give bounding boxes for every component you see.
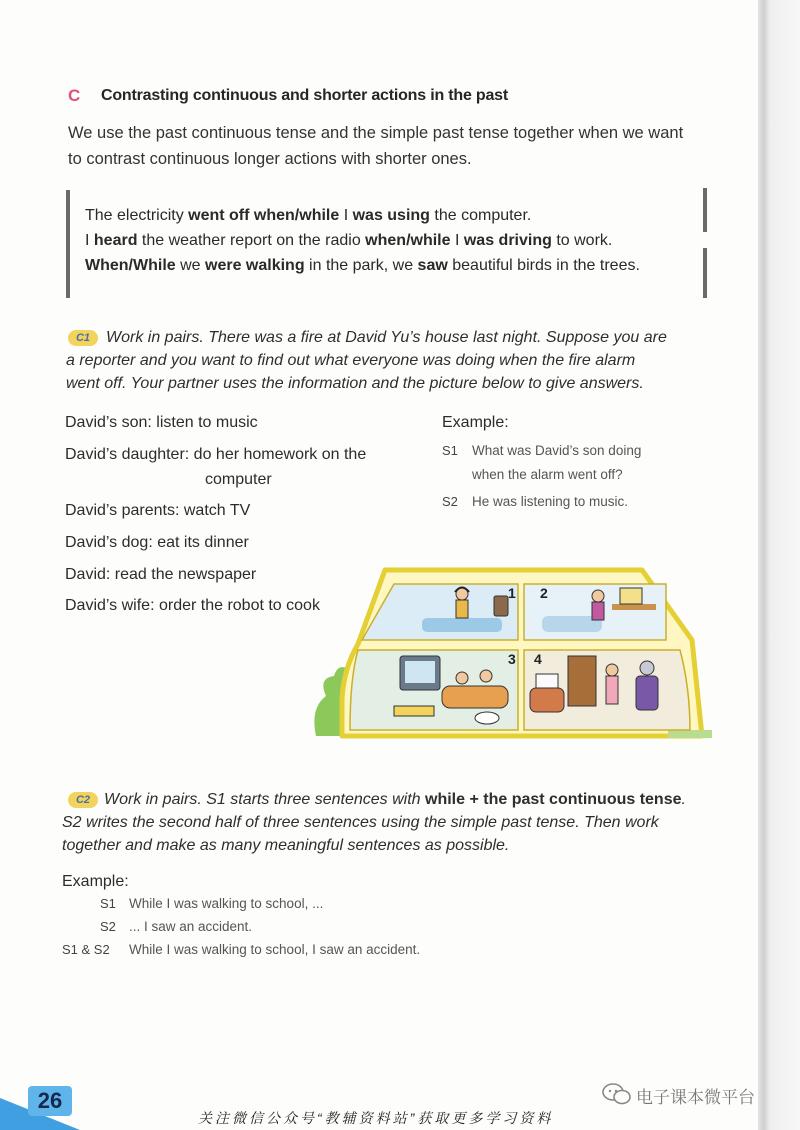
box-right-bar — [703, 188, 707, 232]
text-segment: Work in pairs. There was a fire at David Yu’s house last night. Suppose you are — [106, 329, 667, 346]
speaker-label: S2 — [442, 494, 458, 509]
text-segment: I — [339, 207, 353, 224]
text-segment: The electricity — [85, 207, 189, 224]
parent-figure — [480, 670, 492, 682]
info-item: David’s son: listen to music — [65, 414, 258, 431]
daughter-body — [592, 602, 604, 620]
c2-instruction-line — [62, 813, 659, 833]
room-number: 2 — [540, 585, 548, 601]
bold-phrase: saw — [417, 257, 448, 274]
sofa — [442, 686, 508, 708]
box-left-bar — [66, 190, 70, 298]
bed — [422, 618, 502, 632]
tv-screen — [405, 661, 435, 683]
text-segment: I — [450, 232, 464, 249]
room-number: 1 — [508, 585, 516, 601]
example-line: While I was walking to school, ... — [129, 896, 324, 911]
info-item: David’s dog: eat its dinner — [65, 534, 249, 551]
c1-instruction-line — [66, 374, 644, 394]
text-segment: in the park, we — [304, 257, 418, 274]
page-gutter — [758, 0, 800, 1130]
computer-icon — [620, 588, 642, 604]
text-segment: the weather report on the radio — [137, 232, 366, 249]
bold-phrase: when/while — [365, 232, 451, 249]
watermark-text: 电子课本微平台 — [636, 1088, 755, 1107]
section-title: Contrasting continuous and shorter actions in the past — [101, 87, 509, 104]
desk — [612, 604, 656, 610]
text-segment: we — [175, 257, 205, 274]
info-item-continuation: computer — [205, 471, 272, 488]
bookshelf — [568, 656, 596, 706]
bold-phrase: was driving — [463, 232, 552, 249]
speaker-label: S1 — [442, 443, 458, 458]
example-line: What was David’s son doing — [472, 443, 642, 458]
bold-phrase: while + the past continuous tense — [425, 791, 682, 808]
son-body — [456, 600, 468, 618]
example-line: when the alarm went off? — [472, 467, 623, 482]
armchair — [530, 688, 564, 712]
daughter-figure — [592, 590, 604, 602]
intro-line: to contrast continuous longer actions with shorter ones. — [68, 150, 472, 168]
info-item: David’s wife: order the robot to cook — [65, 597, 320, 614]
text-segment: Work in pairs. S1 starts three sentences with — [104, 791, 426, 808]
text-segment: to work. — [551, 232, 613, 249]
grammar-example-sentence — [85, 206, 531, 226]
grammar-example-sentence — [85, 256, 640, 276]
info-item: David’s parents: watch TV — [65, 502, 251, 519]
bold-phrase: was using — [352, 207, 430, 224]
text-segment: a reporter and you want to find out what everyone was doing when the fire alarm — [66, 352, 636, 369]
c1-example-heading: Example: — [442, 414, 509, 431]
example-line: While I was walking to school, I saw an accident. — [129, 942, 421, 957]
room-number: 3 — [508, 651, 516, 667]
speaker-icon — [494, 596, 508, 616]
bold-phrase: went off when/while — [188, 207, 340, 224]
c1-badge: C1 — [68, 330, 98, 346]
wife-body — [606, 676, 618, 704]
example-line: He was listening to music. — [472, 494, 629, 509]
speaker-label: S2 — [100, 919, 116, 934]
c2-instruction-line — [104, 790, 686, 810]
speaker-label: S1 — [100, 896, 116, 911]
dog-figure — [475, 712, 499, 724]
bold-phrase: were walking — [205, 257, 305, 274]
robot-icon — [636, 676, 658, 710]
robot-head — [640, 661, 654, 675]
c2-example-heading: Example: — [62, 873, 129, 890]
info-item: David’s daughter: do her homework on the — [65, 446, 367, 463]
text-segment: went off. Your partner uses the information and the picture below to give answers. — [66, 375, 644, 392]
footer-note: 关注微信公众号“教辅资料站”获取更多学习资料 — [198, 1110, 554, 1126]
section-letter: C — [68, 86, 81, 105]
bold-phrase: When/While — [85, 257, 176, 274]
grass-strip — [668, 730, 712, 738]
c1-instruction-line — [66, 351, 635, 371]
page-number: 26 — [28, 1086, 72, 1116]
house-illustration — [312, 558, 712, 750]
text-segment: I — [85, 232, 94, 249]
parent-figure — [456, 672, 468, 684]
c1-instruction-line — [106, 328, 667, 348]
wife-figure — [606, 664, 618, 676]
table — [394, 706, 434, 716]
room-number: 4 — [534, 651, 542, 667]
intro-line: We use the past continuous tense and the simple past tense together when we want — [68, 124, 684, 142]
wechat-icon — [602, 1083, 632, 1105]
text-segment: the computer. — [429, 207, 532, 224]
text-segment: S2 writes the second half of three sentences using the simple past tense. Then work — [62, 814, 659, 831]
example-line: ... I saw an accident. — [129, 919, 253, 934]
speaker-label: S1 & S2 — [62, 942, 110, 957]
info-item: David: read the newspaper — [65, 566, 257, 583]
c2-badge: C2 — [68, 792, 98, 808]
text-segment: beautiful birds in the trees. — [447, 257, 640, 274]
text-segment: together and make as many meaningful sentences as possible. — [62, 837, 510, 854]
bold-phrase: heard — [93, 232, 138, 249]
box-right-bar — [703, 248, 707, 298]
text-segment: . — [681, 791, 686, 808]
grammar-example-sentence — [85, 231, 612, 251]
newspaper-icon — [536, 674, 558, 688]
c2-instruction-line — [62, 836, 509, 856]
